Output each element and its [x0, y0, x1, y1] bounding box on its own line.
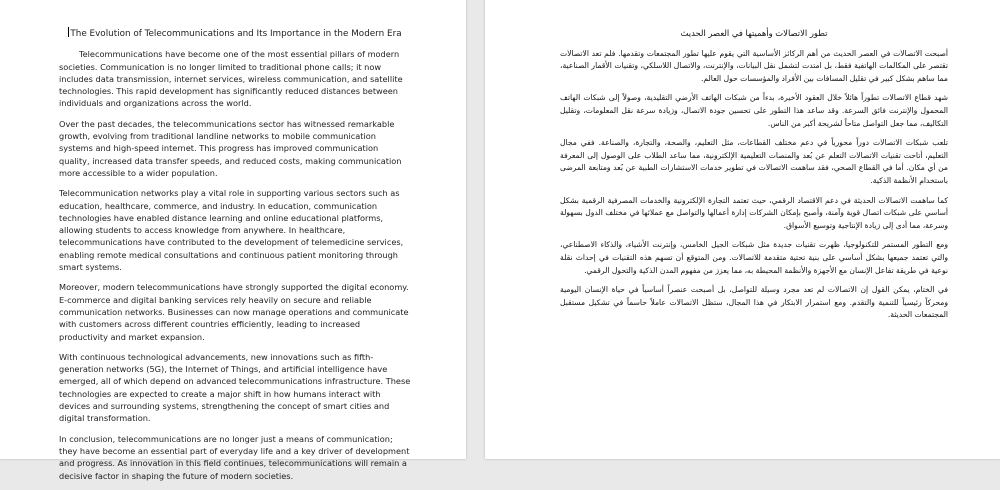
english-paragraph-2: Over the past decades, the telecommunications sector has witnessed remarkable growth, evolving from traditional landline networks to mobile communication systems and high-speed internet. This progress has improved communication quality, increased data transfer speeds, and reduced costs, making communication more accessible to a wider population.: [59, 118, 402, 178]
english-title-text: The Evolution of Telecommunications and Its Importance in the Modern Era: [70, 29, 402, 39]
english-paragraph-1: Telecommunications have become one of the most essential pillars of modern societies. Communication is no longer limited to traditional phone calls; it now includes data transmission, internet services, wireless communication, and satellite technologies. This rapid development has significantly reduced distances between individuals and organizations across the world.: [59, 49, 403, 109]
english-paragraph-6: In conclusion, telecommunications are no longer just a means of communication; they have become an essential part of everyday life and a key driver of development and progress. As innovation in this field continues, telecommunications will remain a decisive factor in shaping the future of modern societies.: [59, 433, 410, 481]
english-paragraph-4: Moreover, modern telecommunications have strongly supported the digital economy. E-commerce and digital banking services rely heavily on secure and reliable communication networks. Businesses can now manage operations and communicate with customers across different countries efficiently, leading to increased productivity and market expansion.: [59, 282, 409, 342]
arabic-paragraph-6: في الختام، يمكن القول إن الاتصالات لم تعد مجرد وسيلة للتواصل، بل أصبحت عنصراً أساسياً في حياة الإنسان اليومية ومحركاً رئيسياً للتنمية والتقدم. ومع استمرار الابتكار في هذا المجال، ستظل الاتصالات عاملاً حاسماً في تشكيل مستقبل المجتمعات الحديثة.: [560, 285, 948, 320]
arabic-paragraph-3: تلعب شبكات الاتصالات دوراً محورياً في دعم مختلف القطاعات، مثل التعليم، والصحة، والتجارة، والصناعة. ففي مجال التعليم، أتاحت تقنيات الاتصالات التعلم عن بُعد والمنصات التعليمية الإلكترونية، مما ساعد الطلاب على الوصول إلى المعرفة من أي مكان. أما في القطاع الصحي، فقد ساهمت الاتصالات في تطوير خدمات الاستشارات الطبية عن بُعد ومتابعة المرضى باستخدام الأنظمة الذكية.: [560, 138, 948, 185]
arabic-paragraph-1: أصبحت الاتصالات في العصر الحديث من أهم الركائز الأساسية التي يقوم عليها تطور المجتمعات وتقدمها. فلم تعد الاتصالات تقتصر على المكالمات الهاتفية فقط، بل امتدت لتشمل نقل البيانات، والإنترنت، والاتصال اللاسلكي، وتقنيات الأقمار الصناعية، مما ساهم بشكل كبير في تقليل المسافات بين الأفراد والمؤسسات حول العالم.: [560, 48, 948, 83]
arabic-paragraph-5: ومع التطور المستمر للتكنولوجيا، ظهرت تقنيات جديدة مثل شبكات الجيل الخامس، وإنترنت الأشياء، والذكاء الاصطناعي، والتي تعتمد جميعها بشكل أساسي على بنية تحتية متقدمة للاتصالات. ومن المتوقع أن تسهم هذه التقنيات في إحداث نقلة نوعية في طريقة تفاعل الإنسان مع الأجهزة والأنظمة المحيطة به، مما يعزز من مفهوم المدن الذكية والتحول الرقمي.: [560, 240, 948, 275]
arabic-page[interactable]: [485, 0, 1000, 459]
arabic-title: تطور الاتصالات وأهميتها في العصر الحديث: [680, 28, 828, 38]
english-paragraph-3: Telecommunication networks play a vital role in supporting various sectors such as education, healthcare, commerce, and industry. In education, communication technologies have enabled distance learning and online educational platforms, allowing students to access knowledge from anywhere. In healthcare, telecommunications have contributed to the development of telemedicine services, enabling remote medical consultations and continuous patient monitoring through smart systems.: [59, 188, 404, 273]
english-page[interactable]: [0, 0, 466, 481]
english-document-body[interactable]: [59, 27, 411, 490]
english-title: [59, 27, 411, 40]
english-paragraph-5: With continuous technological advancements, new innovations such as fifth-generation networks (5G), the Internet of Things, and artificial intelligence have emerged, all of which depend on advanced telecommunications infrastructure. These technologies are expected to create a major shift in how humans interact with devices and surrounding systems, strengthening the concept of smart cities and digital transformation.: [59, 351, 411, 424]
arabic-document-body[interactable]: [560, 27, 948, 329]
arabic-paragraph-2: شهد قطاع الاتصالات تطوراً هائلاً خلال العقود الأخيرة، بدءاً من شبكات الهاتف الأرضي التقليدية، وصولاً إلى شبكات الهاتف المحمول والإنترنت فائق السرعة. وقد ساعد هذا التطور على تحسين جودة الاتصال، وزيادة سرعة نقل المعلومات، وتقليل التكاليف، مما جعل التواصل متاحاً لشريحة أكبر من الناس.: [560, 93, 948, 128]
arabic-paragraph-4: كما ساهمت الاتصالات الحديثة في دعم الاقتصاد الرقمي، حيث تعتمد التجارة الإلكترونية والخدمات المصرفية الرقمية بشكل أساسي على شبكات اتصال قوية وآمنة، وأصبح بإمكان الشركات إدارة أعمالها والتواصل مع عملائها في مختلف الدول بسهولة وسرعة، مما أدى إلى زيادة الإنتاجية وتوسيع الأسواق.: [560, 195, 948, 230]
